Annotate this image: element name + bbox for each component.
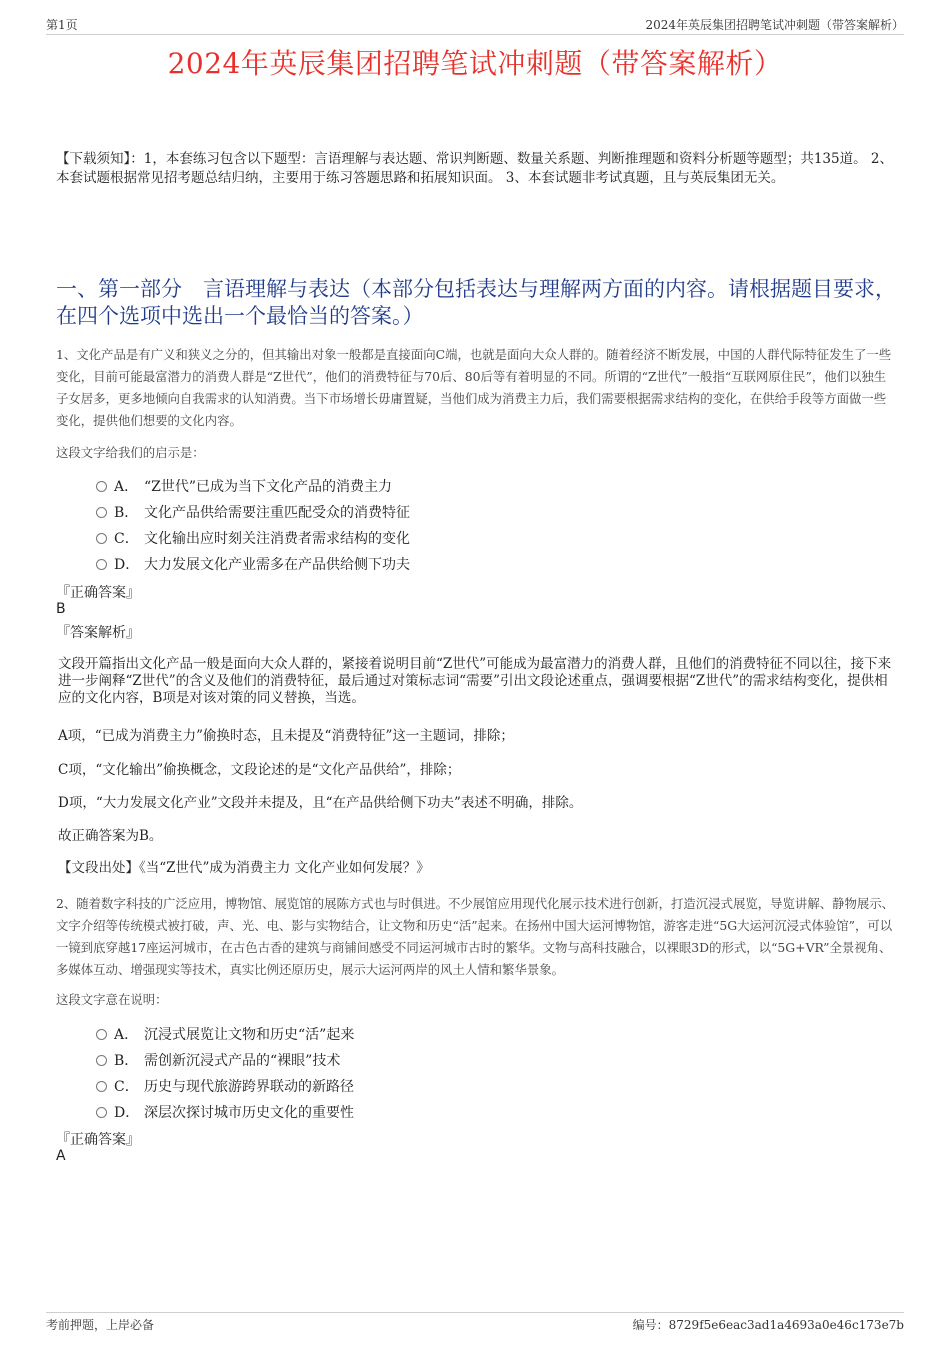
answer-label: 『正确答案』 (56, 1132, 140, 1148)
option-letter: B． (114, 505, 139, 521)
option-text: 大力发展文化产业需多在产品供给侧下功夫 (144, 557, 410, 573)
option-letter: C． (114, 1079, 139, 1095)
option-text: “Z世代”已成为当下文化产品的消费主力 (144, 479, 393, 495)
answer-value: B (56, 601, 66, 617)
footer-slogan: 考前押题，上岸必备 (46, 1318, 155, 1332)
option-text: 文化输出应时刻关注消费者需求结构的变化 (144, 531, 410, 547)
option-letter: C． (114, 531, 139, 547)
page-number: 第1页 (46, 18, 78, 32)
analysis-option-a: A项，“已成为消费主力”偷换时态，且未提及“消费特征”这一主题词，排除； (58, 728, 514, 744)
radio-icon[interactable] (96, 533, 107, 544)
option-letter: A． (114, 479, 139, 495)
footer-serial: 编号：8729f5e6eac3ad1a4693a0e46c173e7b (632, 1318, 904, 1332)
option-text: 需创新沉浸式产品的“裸眼”技术 (144, 1053, 341, 1069)
answer-label: 『正确答案』 (56, 585, 140, 601)
radio-icon[interactable] (96, 1081, 107, 1092)
page-header (46, 14, 904, 35)
section-title: 一、第一部分 言语理解与表达（本部分包括表达与理解两方面的内容。请根据题目要求，在四个选项中选出一个最恰当的答案。） (56, 277, 896, 328)
option-text: 文化产品供给需要注重匹配受众的消费特征 (144, 505, 410, 521)
option-text: 深层次探讨城市历史文化的重要性 (144, 1105, 354, 1121)
option-letter: B． (114, 1053, 139, 1069)
radio-icon[interactable] (96, 507, 107, 518)
option-letter: A． (114, 1027, 139, 1043)
analysis-paragraph: 文段开篇指出文化产品一般是面向大众人群的，紧接着说明目前“Z世代”可能成为最富潜力的消费人群，且他们的消费特征不同以往，接下来进一步阐释“Z世代”的含义及他们的消费特征，最后通过对策标志词“需要”引出文段论述重点，强调要根据“Z世代”的需求结构变化，提供相应的文化内容，B项是对该对策的同义替换，当选。 (58, 656, 892, 706)
option-text: 历史与现代旅游跨界联动的新路径 (144, 1079, 354, 1095)
question-2-prompt: 这段文字意在说明： (56, 992, 168, 1007)
question-1-prompt: 这段文字给我们的启示是： (56, 445, 205, 460)
option-text: 沉浸式展览让文物和历史“活”起来 (144, 1027, 355, 1043)
analysis-option-d: D项，“大力发展文化产业”文段并未提及，且“在产品供给侧下功夫”表述不明确，排除。 (58, 795, 583, 811)
analysis-option-c: C项，“文化输出”偷换概念，文段论述的是“文化产品供给”，排除； (58, 762, 461, 778)
header-doc-title: 2024年英辰集团招聘笔试冲刺题（带答案解析） (645, 18, 904, 32)
question-1-text: 1、文化产品是有广义和狭义之分的，但其输出对象一般都是直接面向C端，也就是面向大众人群的。随着经济不断发展，中国的人群代际特征发生了一些变化，目前可能最富潜力的消费人群是“Z世代”，他们的消费特征与70后、80后等有着明显的不同。所谓的“Z世代”一般指“互联网原住民”，他们以独生子女居多，更多地倾向自我需求的认知消费。当下市场增长毋庸置疑，当他们成为消费主力后，我们需要根据需求结构的变化，在供给手段等方面做一些变化，提供他们想要的文化内容。 (56, 347, 892, 428)
radio-icon[interactable] (96, 1107, 107, 1118)
analysis-label: 『答案解析』 (56, 625, 140, 641)
option-letter: D． (114, 557, 140, 573)
radio-icon[interactable] (96, 481, 107, 492)
page-footer (46, 1312, 904, 1333)
answer-value: A (56, 1148, 66, 1164)
radio-icon[interactable] (96, 1029, 107, 1040)
analysis-conclusion: 故正确答案为B。 (58, 828, 163, 844)
option-letter: D． (114, 1105, 140, 1121)
radio-icon[interactable] (96, 1055, 107, 1066)
radio-icon[interactable] (96, 559, 107, 570)
document-title: 2024年英辰集团招聘笔试冲刺题（带答案解析） (167, 47, 783, 80)
question-2-text: 2、随着数字科技的广泛应用，博物馆、展览馆的展陈方式也与时俱进。不少展馆应用现代化展示技术进行创新，打造沉浸式展览，导览讲解、静物展示、文字介绍等传统模式被打破，声、光、电、影与实物结合，让文物和历史“活”起来。在扬州中国大运河博物馆，游客走进“5G大运河沉浸式体验馆”，可以一镜到底穿越17座运河城市，在古色古香的建筑与商铺间感受不同运河城市古时的繁华。文物与高科技融合，以裸眼3D的形式，以“5G+VR”全景视角、多媒体互动、增强现实等技术，真实比例还原历史，展示大运河两岸的风土人情和繁华景象。 (56, 896, 895, 977)
download-notice: 【下载须知】：1，本套练习包含以下题型：言语理解与表达题、常识判断题、数量关系题、判断推理题和资料分析题等题型；共135道。 2、本套试题根据常见招考题总结归纳，主要用于练习答题思路和拓展知识面。 3、本套试题非考试真题，且与英辰集团无关。 (56, 151, 893, 186)
text-source: 【文段出处】《当“Z世代”成为消费主力 文化产业如何发展？》 (58, 860, 430, 876)
